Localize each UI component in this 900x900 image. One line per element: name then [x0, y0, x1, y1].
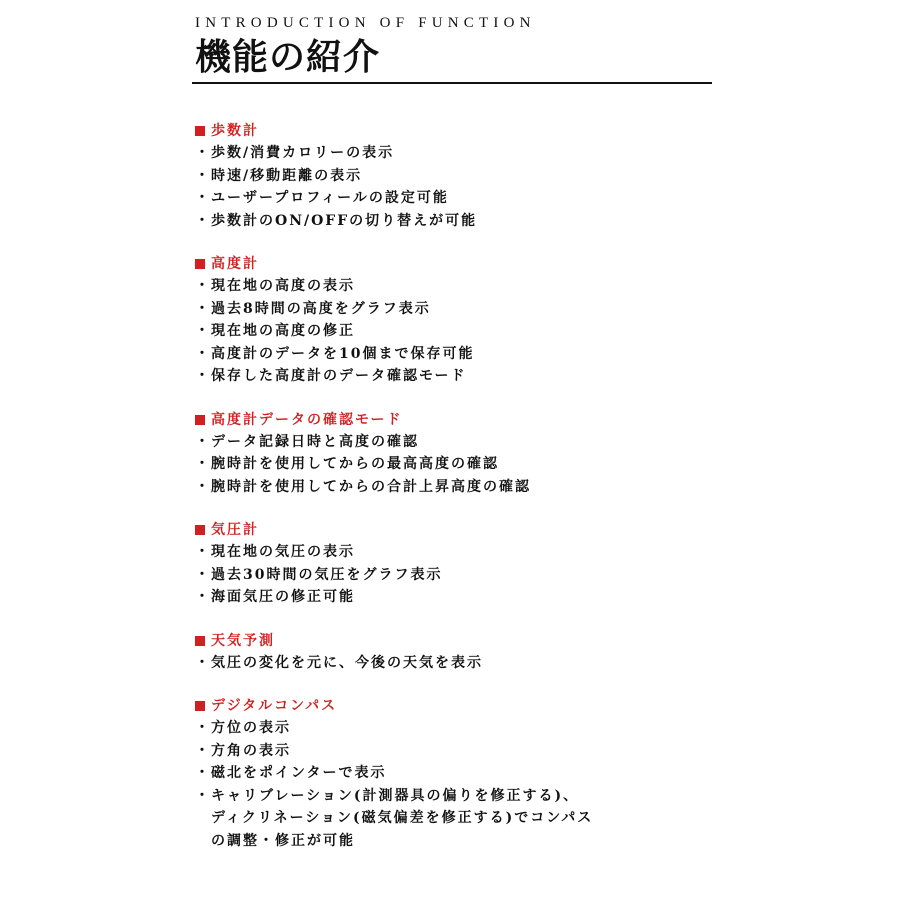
list-item: [195, 298, 715, 321]
list-item: [195, 586, 715, 609]
bullet-icon: ・: [195, 190, 211, 206]
feature-list: [195, 120, 715, 873]
list-item: [195, 320, 715, 343]
item-text: 過去8時間の高度をグラフ表示: [211, 300, 431, 317]
bullet-icon: ・: [195, 433, 211, 450]
item-text: データ記録日時と高度の確認: [211, 433, 419, 450]
item-list: [195, 275, 715, 388]
item-text: 歩数/消費カロリーの表示: [211, 145, 395, 161]
list-item: [195, 652, 715, 675]
bullet-icon: ・: [195, 654, 211, 671]
item-list: [195, 431, 715, 499]
item-list: [195, 652, 715, 675]
item-text: 高度計のデータを10個まで保存可能: [211, 345, 475, 362]
section-title: 歩数計: [211, 123, 259, 139]
item-text-line: ディクリネーション(磁気偏差を修正する)でコンパス: [211, 810, 594, 826]
bullet-icon: ・: [195, 167, 211, 184]
section-heading: [195, 695, 715, 717]
list-item: [195, 431, 715, 454]
section-title: 高度計データの確認モード: [211, 411, 403, 428]
page-title: 機能の紹介: [195, 37, 381, 78]
bullet-icon: ・: [195, 345, 211, 362]
section-digital-compass: [195, 695, 715, 852]
section-barometer: [195, 519, 715, 609]
bullet-icon: ・: [195, 212, 211, 229]
bullet-icon: ・: [195, 589, 211, 605]
section-altimeter: [195, 253, 715, 388]
section-title: 天気予測: [211, 632, 275, 649]
bullet-icon: ・: [195, 478, 211, 495]
item-text: ユーザープロフィールの設定可能: [211, 190, 449, 206]
title-divider: [192, 82, 712, 84]
bullet-icon: ・: [195, 278, 211, 294]
red-square-icon: [195, 701, 205, 711]
list-item: [195, 187, 715, 210]
item-text: 腕時計を使用してからの合計上昇高度の確認: [211, 478, 531, 495]
item-list: [195, 541, 715, 609]
item-text: 方位の表示: [211, 720, 291, 736]
item-text: 現在地の高度の表示: [211, 278, 355, 294]
item-text: 気圧の変化を元に、今後の天気を表示: [211, 654, 483, 671]
bullet-icon: ・: [195, 765, 211, 781]
item-text: 過去30時間の気圧をグラフ表示: [211, 566, 443, 583]
bullet-icon: ・: [195, 742, 211, 759]
section-heading: [195, 519, 715, 541]
item-text: 海面気圧の修正可能: [211, 589, 355, 605]
item-text: 腕時計を使用してからの最高高度の確認: [211, 456, 499, 472]
section-heading: [195, 630, 715, 652]
list-item: [195, 165, 715, 188]
bullet-icon: ・: [195, 544, 211, 560]
bullet-icon: ・: [195, 300, 211, 317]
item-list: [195, 717, 715, 852]
bullet-icon: ・: [195, 566, 211, 583]
item-text-line: の調整・修正が可能: [211, 832, 355, 849]
bullet-icon: ・: [195, 787, 211, 804]
section-title: デジタルコンパス: [211, 698, 338, 714]
list-item: [195, 343, 715, 366]
list-item: [195, 762, 715, 785]
item-text: 現在地の気圧の表示: [211, 544, 355, 560]
list-item: [195, 142, 715, 165]
list-item: [195, 564, 715, 587]
red-square-icon: [195, 259, 205, 269]
section-title: 高度計: [211, 256, 259, 272]
item-text-line: キャリブレーション(計測器具の偏りを修正する)、: [211, 787, 580, 804]
bullet-icon: ・: [195, 368, 211, 384]
list-item: [195, 541, 715, 564]
item-text: 現在地の高度の修正: [211, 323, 355, 339]
section-heading: [195, 253, 715, 275]
eyebrow-text: INTRODUCTION OF FUNCTION: [195, 15, 536, 31]
section-heading: [195, 120, 715, 142]
item-text: 時速/移動距離の表示: [211, 167, 363, 184]
item-text: 方角の表示: [211, 742, 291, 759]
list-item-multiline: [195, 785, 715, 853]
red-square-icon: [195, 525, 205, 535]
item-list: [195, 142, 715, 232]
item-text: 保存した高度計のデータ確認モード: [211, 368, 467, 384]
bullet-icon: ・: [195, 720, 211, 736]
section-title: 気圧計: [211, 522, 259, 538]
bullet-icon: ・: [195, 456, 211, 472]
page-header: [195, 12, 715, 80]
list-item: [195, 717, 715, 740]
list-item: [195, 476, 715, 499]
item-text-block: [211, 785, 593, 853]
bullet-icon: ・: [195, 323, 211, 339]
list-item: [195, 275, 715, 298]
red-square-icon: [195, 126, 205, 136]
section-weather-forecast: [195, 630, 715, 675]
section-pedometer: [195, 120, 715, 232]
item-text: 磁北をポインターで表示: [211, 765, 387, 781]
list-item: [195, 210, 715, 233]
list-item: [195, 453, 715, 476]
list-item: [195, 740, 715, 763]
item-text: 歩数計のON/OFFの切り替えが可能: [211, 212, 478, 229]
section-altimeter-data-review: [195, 409, 715, 499]
section-heading: [195, 409, 715, 431]
list-item: [195, 365, 715, 388]
red-square-icon: [195, 636, 205, 646]
bullet-icon: ・: [195, 145, 211, 161]
red-square-icon: [195, 415, 205, 425]
